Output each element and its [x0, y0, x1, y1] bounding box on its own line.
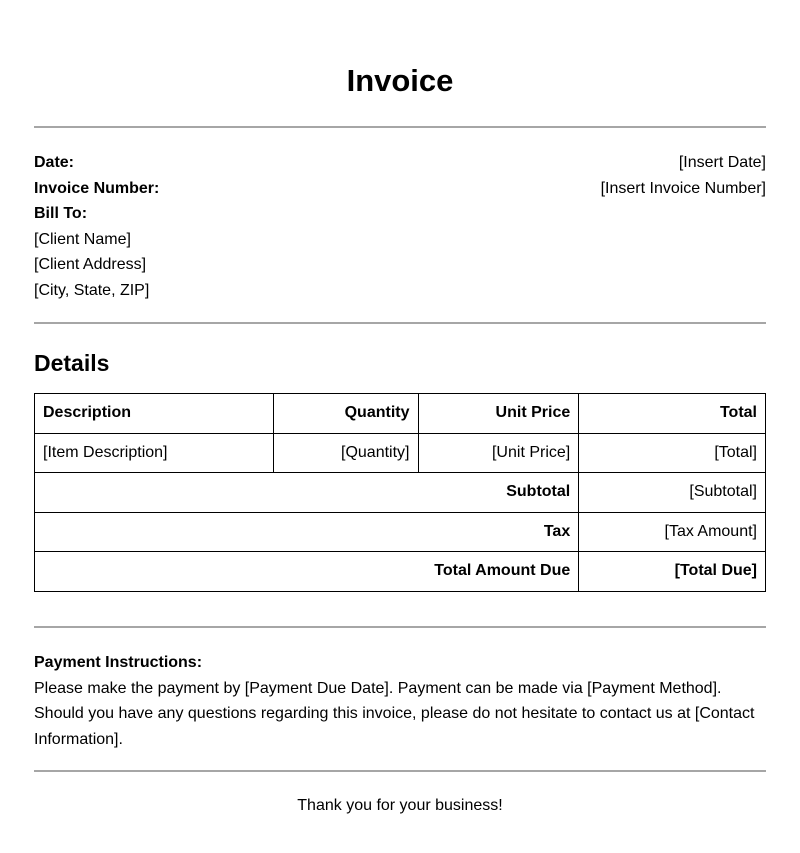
table-header-row	[35, 394, 766, 434]
tax-row	[35, 512, 766, 552]
column-header-total: Total	[579, 394, 766, 434]
subtotal-label: Subtotal	[35, 473, 579, 513]
items-table	[34, 393, 766, 592]
client-address: [Client Address]	[34, 256, 147, 274]
item-description: [Item Description]	[35, 433, 274, 473]
divider-lower	[34, 626, 766, 628]
payment-instructions	[34, 650, 766, 752]
tax-value: [Tax Amount]	[579, 512, 766, 552]
details-heading: Details	[34, 350, 110, 376]
item-total: [Total]	[579, 433, 766, 473]
payment-instructions-label: Payment Instructions:	[34, 654, 203, 671]
subtotal-value: [Subtotal]	[579, 473, 766, 513]
divider-middle	[34, 322, 766, 324]
footer-thank-you: Thank you for your business!	[297, 797, 503, 814]
invoice-number-row	[34, 176, 766, 202]
total-due-value: [Total Due]	[579, 552, 766, 592]
bill-to-label: Bill To:	[34, 205, 88, 223]
item-unit-price: [Unit Price]	[418, 433, 579, 473]
divider-bottom	[34, 770, 766, 772]
table-row	[35, 433, 766, 473]
invoice-title: Invoice	[346, 63, 454, 98]
date-row	[34, 150, 766, 176]
column-header-unit-price: Unit Price	[418, 394, 579, 434]
client-city-state-zip: [City, State, ZIP]	[34, 281, 150, 299]
date-value: [Insert Date]	[678, 154, 766, 171]
invoice-number-value: [Insert Invoice Number]	[600, 179, 766, 197]
date-label: Date:	[34, 154, 75, 171]
payment-instructions-text: Please make the payment by [Payment Due Date]. Payment can be made via [Payment Method]. Should you have any questions regarding this invoice, please do not hesitate to contact us at [Contact Information].	[34, 679, 755, 748]
item-quantity: [Quantity]	[273, 433, 418, 473]
subtotal-row	[35, 473, 766, 513]
invoice-number-label: Invoice Number:	[34, 179, 160, 197]
total-due-label: Total Amount Due	[35, 552, 579, 592]
client-name: [Client Name]	[34, 230, 131, 248]
column-header-description: Description	[35, 394, 274, 434]
invoice-meta	[34, 150, 766, 304]
column-header-quantity: Quantity	[273, 394, 418, 434]
total-due-row	[35, 552, 766, 592]
divider-top	[34, 126, 766, 128]
tax-label: Tax	[35, 512, 579, 552]
